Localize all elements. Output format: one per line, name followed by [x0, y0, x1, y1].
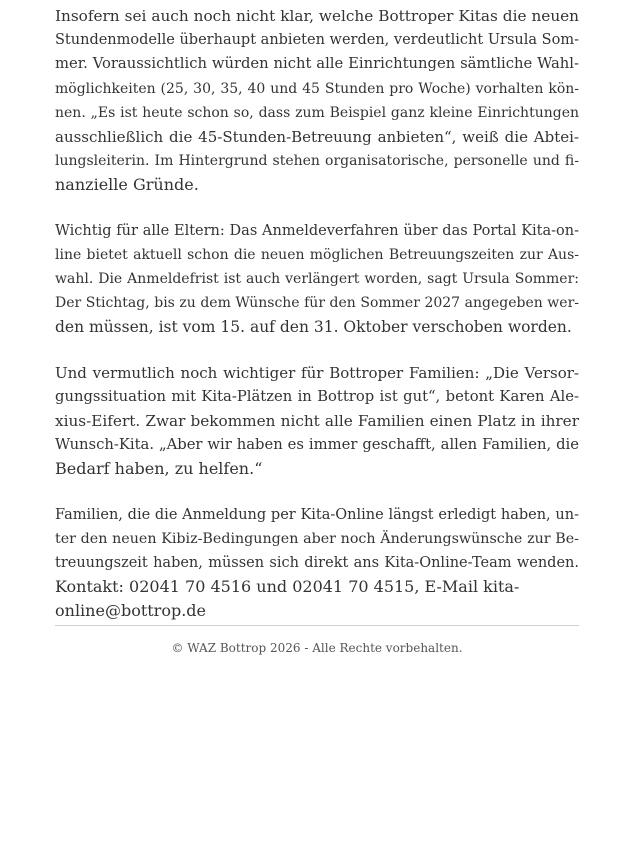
paragraph-line: treuungszeit haben, müssen sich direkt ans Kita-Online-Team wenden.	[55, 555, 579, 572]
paragraph-line: ter den neuen Kibiz-Bedingungen aber noch Änderungswünsche zur Be-	[55, 530, 579, 547]
paragraph-line: mer. Voraussichtlich würden nicht alle Einrichtungen sämtliche Wahl-	[55, 55, 579, 73]
article-body	[55, 4, 579, 645]
copyright-text: © WAZ Bottrop 2026 - Alle Rechte vorbehalten.	[171, 641, 463, 655]
email-link[interactable]: online@bottrop.de	[55, 601, 206, 621]
paragraph-line: xius-Eifert. Zwar bekommen nicht alle Familien einen Platz in ihrer	[55, 412, 579, 431]
paragraph-line: Und vermutlich noch wichtiger für Bottroper Familien: „Die Versor-	[55, 363, 579, 382]
paragraph-line: Bedarf haben, zu helfen.“	[55, 459, 263, 479]
page-footer	[55, 640, 579, 656]
paragraph-line: Der Stichtag, bis zu dem Wünsche für den Sommer 2027 angegeben wer-	[55, 295, 579, 312]
article-paragraph	[55, 219, 579, 340]
paragraph-line: line bietet aktuell schon die neuen möglichen Betreuungszeiten zur Aus-	[55, 246, 579, 263]
article-paragraph	[55, 361, 579, 482]
paragraph-line: Kontakt: 02041 70 4516 und 02041 70 4515, E-Mail kita-	[55, 577, 520, 597]
paragraph-line: möglichkeiten (25, 30, 35, 40 und 45 Stunden pro Woche) vorhalten kön-	[55, 80, 579, 97]
article-paragraph	[55, 503, 579, 624]
paragraph-line: Wunsch-Kita. „Aber wir haben es immer geschafft, allen Familien, die	[55, 436, 579, 454]
paragraph-line: lungsleiterin. Im Hintergrund stehen organisatorische, personelle und fi-	[55, 153, 579, 170]
paragraph-line: gungssituation mit Kita-Plätzen in Bottrop ist gut“, betont Karen Ale-	[55, 387, 579, 405]
paragraph-line: nanzielle Gründe.	[55, 175, 199, 195]
paragraph-line: Wichtig für alle Eltern: Das Anmeldeverfahren über das Portal Kita-on-	[55, 222, 579, 239]
paragraph-line: nen. „Es ist heute schon so, dass zum Beispiel ganz kleine Einrichtungen	[55, 104, 579, 121]
footer-divider	[55, 625, 579, 626]
paragraph-line: Insofern sei auch noch nicht klar, welche Bottroper Kitas die neuen	[55, 7, 579, 25]
paragraph-line: Stundenmodelle überhaupt anbieten werden, verdeutlicht Ursula Som-	[55, 32, 579, 49]
paragraph-line: den müssen, ist vom 15. auf den 31. Oktober verschoben worden.	[55, 318, 572, 337]
paragraph-line: Familien, die die Anmeldung per Kita-Online längst erledigt haben, un-	[55, 506, 579, 523]
paragraph-line: wahl. Die Anmeldefrist ist auch verlängert worden, sagt Ursula Sommer:	[55, 271, 579, 288]
article-paragraph	[55, 4, 579, 198]
paragraph-line: ausschließlich die 45-Stunden-Betreuung anbieten“, weiß die Abtei-	[55, 128, 579, 147]
